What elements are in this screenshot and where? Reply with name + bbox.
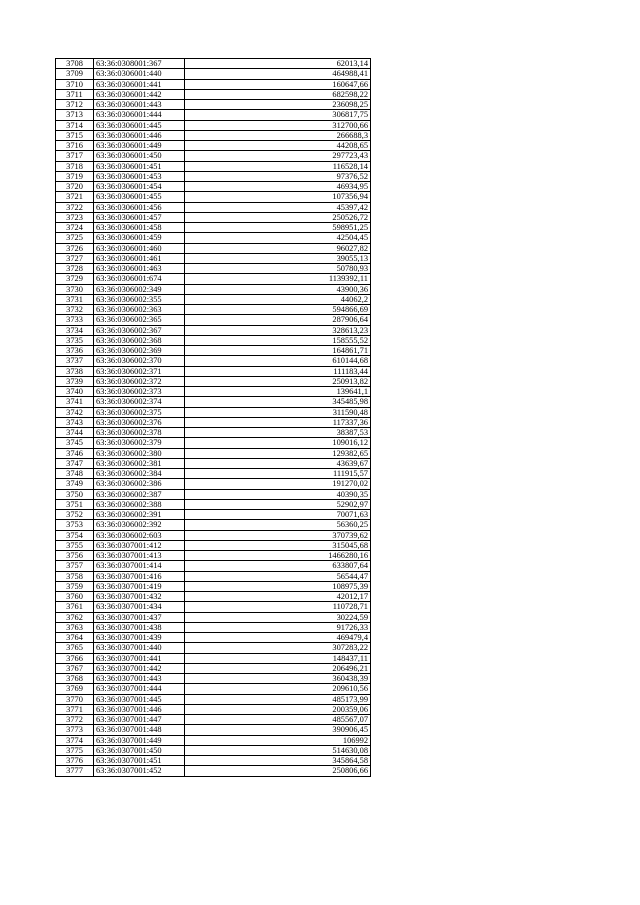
value-cell: 116528,14 [185,161,371,171]
value-cell: 139641,1 [185,387,371,397]
row-number-cell: 3775 [56,745,94,755]
table-row [56,387,371,397]
value-cell: 43900,36 [185,284,371,294]
row-number-cell: 3758 [56,571,94,581]
table-row [56,120,371,130]
table-row [56,171,371,181]
value-cell: 46934,95 [185,182,371,192]
table-row [56,274,371,284]
value-cell: 287906,64 [185,315,371,325]
row-number-cell: 3740 [56,387,94,397]
table-row [56,561,371,571]
table-row [56,725,371,735]
value-cell: 315045,68 [185,540,371,550]
value-cell: 200359,06 [185,704,371,714]
value-cell: 266688,3 [185,130,371,140]
table-row [56,428,371,438]
value-cell: 191270,02 [185,479,371,489]
table-row [56,305,371,315]
table-row [56,192,371,202]
cadastral-number-cell: 63:36:0306002:368 [94,335,185,345]
table-row [56,417,371,427]
row-number-cell: 3709 [56,69,94,79]
row-number-cell: 3725 [56,233,94,243]
row-number-cell: 3721 [56,192,94,202]
table-row [56,79,371,89]
value-cell: 38387,53 [185,428,371,438]
row-number-cell: 3754 [56,530,94,540]
value-cell: 56544,47 [185,571,371,581]
table-row [56,243,371,253]
table-row [56,643,371,653]
cadastral-number-cell: 63:36:0306002:363 [94,305,185,315]
row-number-cell: 3714 [56,120,94,130]
table-row [56,294,371,304]
value-cell: 682598,22 [185,89,371,99]
table-row [56,89,371,99]
row-number-cell: 3717 [56,151,94,161]
value-cell: 39055,13 [185,253,371,263]
table-row [56,356,371,366]
row-number-cell: 3771 [56,704,94,714]
cadastral-number-cell: 63:36:0306002:369 [94,346,185,356]
row-number-cell: 3711 [56,89,94,99]
value-cell: 109016,12 [185,438,371,448]
cadastral-number-cell: 63:36:0306002:365 [94,315,185,325]
table-row [56,694,371,704]
row-number-cell: 3727 [56,253,94,263]
value-cell: 514630,08 [185,745,371,755]
cadastral-number-cell: 63:36:0306002:376 [94,417,185,427]
cadastral-number-cell: 63:36:0306002:367 [94,325,185,335]
row-number-cell: 3773 [56,725,94,735]
row-number-cell: 3737 [56,356,94,366]
table-row [56,684,371,694]
value-cell: 44208,65 [185,141,371,151]
cadastral-number-cell: 63:36:0306002:379 [94,438,185,448]
row-number-cell: 3750 [56,489,94,499]
cadastral-number-cell: 63:36:0307001:419 [94,581,185,591]
value-cell: 158555,52 [185,335,371,345]
value-cell: 306817,75 [185,110,371,120]
cadastral-number-cell: 63:36:0307001:448 [94,725,185,735]
cadastral-number-cell: 63:36:0307001:450 [94,745,185,755]
table-row [56,161,371,171]
value-cell: 42012,17 [185,592,371,602]
cadastral-number-cell: 63:36:0306002:387 [94,489,185,499]
cadastral-value-table [55,58,371,777]
table-row [56,745,371,755]
table-row [56,715,371,725]
row-number-cell: 3718 [56,161,94,171]
value-cell: 42504,45 [185,233,371,243]
cadastral-number-cell: 63:36:0306002:370 [94,356,185,366]
table-row [56,510,371,520]
value-cell: 390906,45 [185,725,371,735]
row-number-cell: 3729 [56,274,94,284]
cadastral-number-cell: 63:36:0306001:456 [94,202,185,212]
table-row [56,335,371,345]
cadastral-number-cell: 63:36:0307001:445 [94,694,185,704]
table-row [56,346,371,356]
cadastral-number-cell: 63:36:0306001:451 [94,161,185,171]
row-number-cell: 3762 [56,612,94,622]
row-number-cell: 3772 [56,715,94,725]
row-number-cell: 3756 [56,551,94,561]
value-cell: 345485,98 [185,397,371,407]
cadastral-number-cell: 63:36:0306002:355 [94,294,185,304]
cadastral-number-cell: 63:36:0306001:445 [94,120,185,130]
cadastral-number-cell: 63:36:0306002:388 [94,499,185,509]
table-row [56,499,371,509]
cadastral-number-cell: 63:36:0306002:349 [94,284,185,294]
table-row [56,438,371,448]
table-row [56,571,371,581]
table-row [56,469,371,479]
row-number-cell: 3763 [56,622,94,632]
cadastral-number-cell: 63:36:0306002:375 [94,407,185,417]
row-number-cell: 3752 [56,510,94,520]
cadastral-number-cell: 63:36:0306002:391 [94,510,185,520]
row-number-cell: 3742 [56,407,94,417]
cadastral-number-cell: 63:36:0307001:414 [94,561,185,571]
table-row [56,325,371,335]
cadastral-number-cell: 63:36:0306002:392 [94,520,185,530]
cadastral-number-cell: 63:36:0307001:442 [94,663,185,673]
row-number-cell: 3745 [56,438,94,448]
value-cell: 250913,82 [185,376,371,386]
row-number-cell: 3747 [56,458,94,468]
value-cell: 110728,71 [185,602,371,612]
value-cell: 1139392,11 [185,274,371,284]
row-number-cell: 3726 [56,243,94,253]
cadastral-number-cell: 63:36:0306001:460 [94,243,185,253]
row-number-cell: 3720 [56,182,94,192]
table-row [56,376,371,386]
cadastral-number-cell: 63:36:0307001:449 [94,735,185,745]
cadastral-number-cell: 63:36:0307001:451 [94,756,185,766]
value-cell: 598951,25 [185,223,371,233]
table-row [56,182,371,192]
cadastral-number-cell: 63:36:0307001:443 [94,674,185,684]
cadastral-number-cell: 63:36:0307001:439 [94,633,185,643]
table-row [56,212,371,222]
table-row [56,141,371,151]
row-number-cell: 3716 [56,141,94,151]
cadastral-number-cell: 63:36:0306002:381 [94,458,185,468]
row-number-cell: 3764 [56,633,94,643]
row-number-cell: 3753 [56,520,94,530]
row-number-cell: 3733 [56,315,94,325]
row-number-cell: 3759 [56,581,94,591]
value-cell: 111915,57 [185,469,371,479]
value-cell: 1466280,16 [185,551,371,561]
cadastral-number-cell: 63:36:0307001:441 [94,653,185,663]
row-number-cell: 3734 [56,325,94,335]
table-row [56,581,371,591]
table-row [56,766,371,776]
cadastral-number-cell: 63:36:0307001:434 [94,602,185,612]
cadastral-number-cell: 63:36:0306001:442 [94,89,185,99]
row-number-cell: 3744 [56,428,94,438]
table-row [56,130,371,140]
row-number-cell: 3730 [56,284,94,294]
value-cell: 485173,99 [185,694,371,704]
row-number-cell: 3749 [56,479,94,489]
cadastral-number-cell: 63:36:0306001:461 [94,253,185,263]
value-cell: 45397,42 [185,202,371,212]
table-row [56,612,371,622]
value-cell: 148437,11 [185,653,371,663]
cadastral-number-cell: 63:36:0306001:441 [94,79,185,89]
value-cell: 43639,67 [185,458,371,468]
value-cell: 96027,82 [185,243,371,253]
cadastral-number-cell: 63:36:0306002:374 [94,397,185,407]
cadastral-number-cell: 63:36:0306001:457 [94,212,185,222]
table-row [56,551,371,561]
table-row [56,284,371,294]
value-cell: 469479,4 [185,633,371,643]
cadastral-number-cell: 63:36:0306001:458 [94,223,185,233]
table-row [56,735,371,745]
cadastral-number-cell: 63:36:0306002:384 [94,469,185,479]
value-cell: 97376,52 [185,171,371,181]
table-row [56,233,371,243]
row-number-cell: 3724 [56,223,94,233]
row-number-cell: 3765 [56,643,94,653]
value-cell: 370739,62 [185,530,371,540]
cadastral-number-cell: 63:36:0306002:378 [94,428,185,438]
row-number-cell: 3746 [56,448,94,458]
cadastral-number-cell: 63:36:0307001:440 [94,643,185,653]
cadastral-number-cell: 63:36:0306002:380 [94,448,185,458]
table-row [56,674,371,684]
row-number-cell: 3735 [56,335,94,345]
value-cell: 91726,33 [185,622,371,632]
value-cell: 250806,66 [185,766,371,776]
table-row [56,151,371,161]
value-cell: 108975,39 [185,581,371,591]
row-number-cell: 3741 [56,397,94,407]
value-cell: 236098,25 [185,100,371,110]
row-number-cell: 3719 [56,171,94,181]
row-number-cell: 3770 [56,694,94,704]
value-cell: 62013,14 [185,59,371,69]
row-number-cell: 3761 [56,602,94,612]
value-cell: 307283,22 [185,643,371,653]
row-number-cell: 3751 [56,499,94,509]
table-row [56,530,371,540]
cadastral-number-cell: 63:36:0306001:449 [94,141,185,151]
table-row [56,479,371,489]
cadastral-number-cell: 63:36:0306002:372 [94,376,185,386]
table-row [56,458,371,468]
row-number-cell: 3767 [56,663,94,673]
row-number-cell: 3722 [56,202,94,212]
cadastral-number-cell: 63:36:0306001:443 [94,100,185,110]
table-row [56,602,371,612]
cadastral-number-cell: 63:36:0306001:440 [94,69,185,79]
value-cell: 50780,93 [185,264,371,274]
value-cell: 117337,36 [185,417,371,427]
table-body [56,59,371,777]
cadastral-number-cell: 63:36:0306001:453 [94,171,185,181]
table-row [56,59,371,69]
table-row [56,223,371,233]
row-number-cell: 3769 [56,684,94,694]
table-row [56,366,371,376]
cadastral-number-cell: 63:36:0306002:386 [94,479,185,489]
table-row [56,489,371,499]
value-cell: 312700,66 [185,120,371,130]
cadastral-number-cell: 63:36:0306001:674 [94,274,185,284]
row-number-cell: 3776 [56,756,94,766]
cadastral-number-cell: 63:36:0306001:455 [94,192,185,202]
value-cell: 360438,39 [185,674,371,684]
row-number-cell: 3766 [56,653,94,663]
cadastral-number-cell: 63:36:0306002:371 [94,366,185,376]
value-cell: 633807,64 [185,561,371,571]
row-number-cell: 3736 [56,346,94,356]
table-row [56,315,371,325]
value-cell: 70071,63 [185,510,371,520]
table-row [56,756,371,766]
value-cell: 250526,72 [185,212,371,222]
row-number-cell: 3748 [56,469,94,479]
table-row [56,69,371,79]
cadastral-number-cell: 63:36:0307001:432 [94,592,185,602]
value-cell: 206496,21 [185,663,371,673]
row-number-cell: 3713 [56,110,94,120]
table-row [56,448,371,458]
row-number-cell: 3739 [56,376,94,386]
table-row [56,653,371,663]
table-row [56,520,371,530]
table-row [56,704,371,714]
row-number-cell: 3777 [56,766,94,776]
cadastral-number-cell: 63:36:0306001:446 [94,130,185,140]
value-cell: 164861,71 [185,346,371,356]
cadastral-number-cell: 63:36:0307001:452 [94,766,185,776]
value-cell: 485567,07 [185,715,371,725]
row-number-cell: 3708 [56,59,94,69]
table-row [56,253,371,263]
cadastral-number-cell: 63:36:0307001:446 [94,704,185,714]
cadastral-number-cell: 63:36:0306001:459 [94,233,185,243]
value-cell: 106992 [185,735,371,745]
table-row [56,264,371,274]
value-cell: 160647,66 [185,79,371,89]
row-number-cell: 3743 [56,417,94,427]
cadastral-number-cell: 63:36:0307001:416 [94,571,185,581]
value-cell: 311590,48 [185,407,371,417]
value-cell: 345864,58 [185,756,371,766]
row-number-cell: 3731 [56,294,94,304]
table-row [56,407,371,417]
value-cell: 40390,35 [185,489,371,499]
cadastral-number-cell: 63:36:0306001:450 [94,151,185,161]
value-cell: 111183,44 [185,366,371,376]
row-number-cell: 3732 [56,305,94,315]
table-row [56,100,371,110]
table-row [56,633,371,643]
row-number-cell: 3774 [56,735,94,745]
table-row [56,663,371,673]
value-cell: 44062,2 [185,294,371,304]
cadastral-number-cell: 63:36:0306001:454 [94,182,185,192]
table-row [56,622,371,632]
cadastral-number-cell: 63:36:0306001:463 [94,264,185,274]
cadastral-number-cell: 63:36:0307001:444 [94,684,185,694]
row-number-cell: 3710 [56,79,94,89]
value-cell: 328613,23 [185,325,371,335]
cadastral-number-cell: 63:36:0307001:447 [94,715,185,725]
value-cell: 107356,94 [185,192,371,202]
table-row [56,592,371,602]
table-row [56,540,371,550]
row-number-cell: 3755 [56,540,94,550]
table-row [56,110,371,120]
cadastral-number-cell: 63:36:0307001:437 [94,612,185,622]
cadastral-number-cell: 63:36:0307001:413 [94,551,185,561]
value-cell: 30224,59 [185,612,371,622]
value-cell: 52902,97 [185,499,371,509]
cadastral-number-cell: 63:36:0306001:444 [94,110,185,120]
row-number-cell: 3757 [56,561,94,571]
row-number-cell: 3723 [56,212,94,222]
cadastral-number-cell: 63:36:0307001:438 [94,622,185,632]
value-cell: 594866,69 [185,305,371,315]
value-cell: 464988,41 [185,69,371,79]
value-cell: 56360,25 [185,520,371,530]
value-cell: 209610,56 [185,684,371,694]
value-cell: 129382,65 [185,448,371,458]
cadastral-number-cell: 63:36:0306002:373 [94,387,185,397]
row-number-cell: 3738 [56,366,94,376]
row-number-cell: 3712 [56,100,94,110]
cadastral-number-cell: 63:36:0307001:412 [94,540,185,550]
value-cell: 297723,43 [185,151,371,161]
row-number-cell: 3728 [56,264,94,274]
value-cell: 610144,68 [185,356,371,366]
table-row [56,397,371,407]
row-number-cell: 3760 [56,592,94,602]
table-row [56,202,371,212]
cadastral-number-cell: 63:36:0308001:367 [94,59,185,69]
row-number-cell: 3768 [56,674,94,684]
cadastral-number-cell: 63:36:0306002:603 [94,530,185,540]
row-number-cell: 3715 [56,130,94,140]
